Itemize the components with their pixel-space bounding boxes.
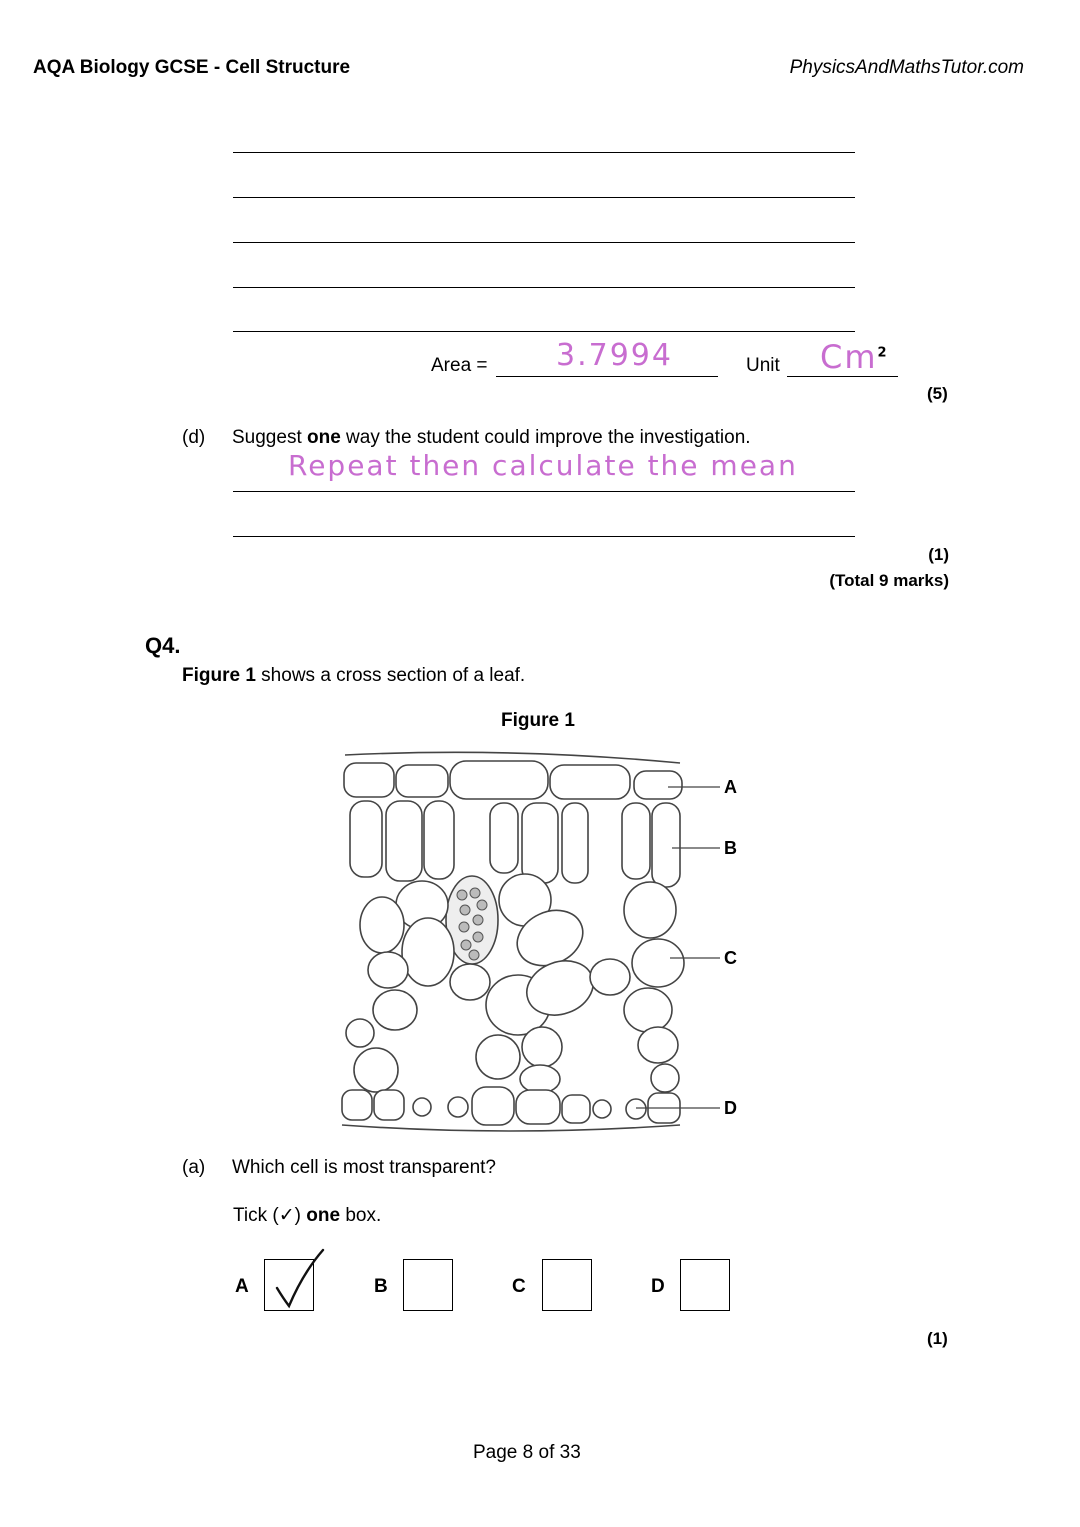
answer-line (233, 197, 855, 198)
label-d: D (724, 1098, 737, 1118)
answer-line (233, 331, 855, 332)
leaf-cross-section-diagram (330, 745, 750, 1140)
part-d-answer: Repeat then calculate the mean (288, 449, 798, 482)
marks-d: (1) (928, 545, 949, 564)
q4-intro: Figure 1 shows a cross section of a leaf. (182, 665, 526, 686)
answer-line (233, 242, 855, 243)
part-a-label: (a) (182, 1157, 206, 1178)
total-marks: (Total 9 marks) (829, 571, 949, 590)
option-d-label: D (651, 1276, 665, 1297)
label-c: C (724, 948, 737, 968)
option-c-checkbox[interactable] (542, 1259, 592, 1311)
question-number: Q4. (145, 633, 181, 658)
option-c-label: C (512, 1276, 526, 1297)
option-b-label: B (374, 1276, 388, 1297)
page-number: Page 8 of 33 (473, 1442, 581, 1463)
option-a-label: A (235, 1276, 249, 1297)
area-label: Area = (431, 355, 488, 376)
option-d-checkbox[interactable] (680, 1259, 730, 1311)
area-answer: 3.7994 (556, 338, 673, 373)
option-a-checkbox[interactable] (264, 1259, 314, 1311)
part-d-question: Suggest one way the student could improve the investigation. (232, 427, 751, 448)
document-title: AQA Biology GCSE - Cell Structure (33, 57, 351, 78)
tick-mark-icon (273, 1248, 333, 1318)
answer-line (233, 287, 855, 288)
unit-answer-line[interactable] (787, 376, 898, 377)
area-answer-line[interactable] (496, 376, 718, 377)
unit-label: Unit (746, 355, 780, 376)
part-d-label: (d) (182, 427, 206, 448)
answer-line[interactable] (233, 491, 855, 492)
label-a: A (724, 777, 737, 797)
unit-answer: Cm$^2$ (820, 338, 889, 376)
site-name: PhysicsAndMathsTutor.com (789, 57, 1024, 78)
answer-line (233, 152, 855, 153)
option-b-checkbox[interactable] (403, 1259, 453, 1311)
label-b: B (724, 838, 737, 858)
marks-a: (1) (927, 1329, 948, 1348)
answer-line[interactable] (233, 536, 855, 537)
marks-c: (5) (927, 384, 948, 403)
tick-instruction: Tick (✓) one box. (233, 1205, 382, 1226)
figure-title: Figure 1 (501, 710, 575, 731)
part-a-question: Which cell is most transparent? (232, 1157, 496, 1178)
